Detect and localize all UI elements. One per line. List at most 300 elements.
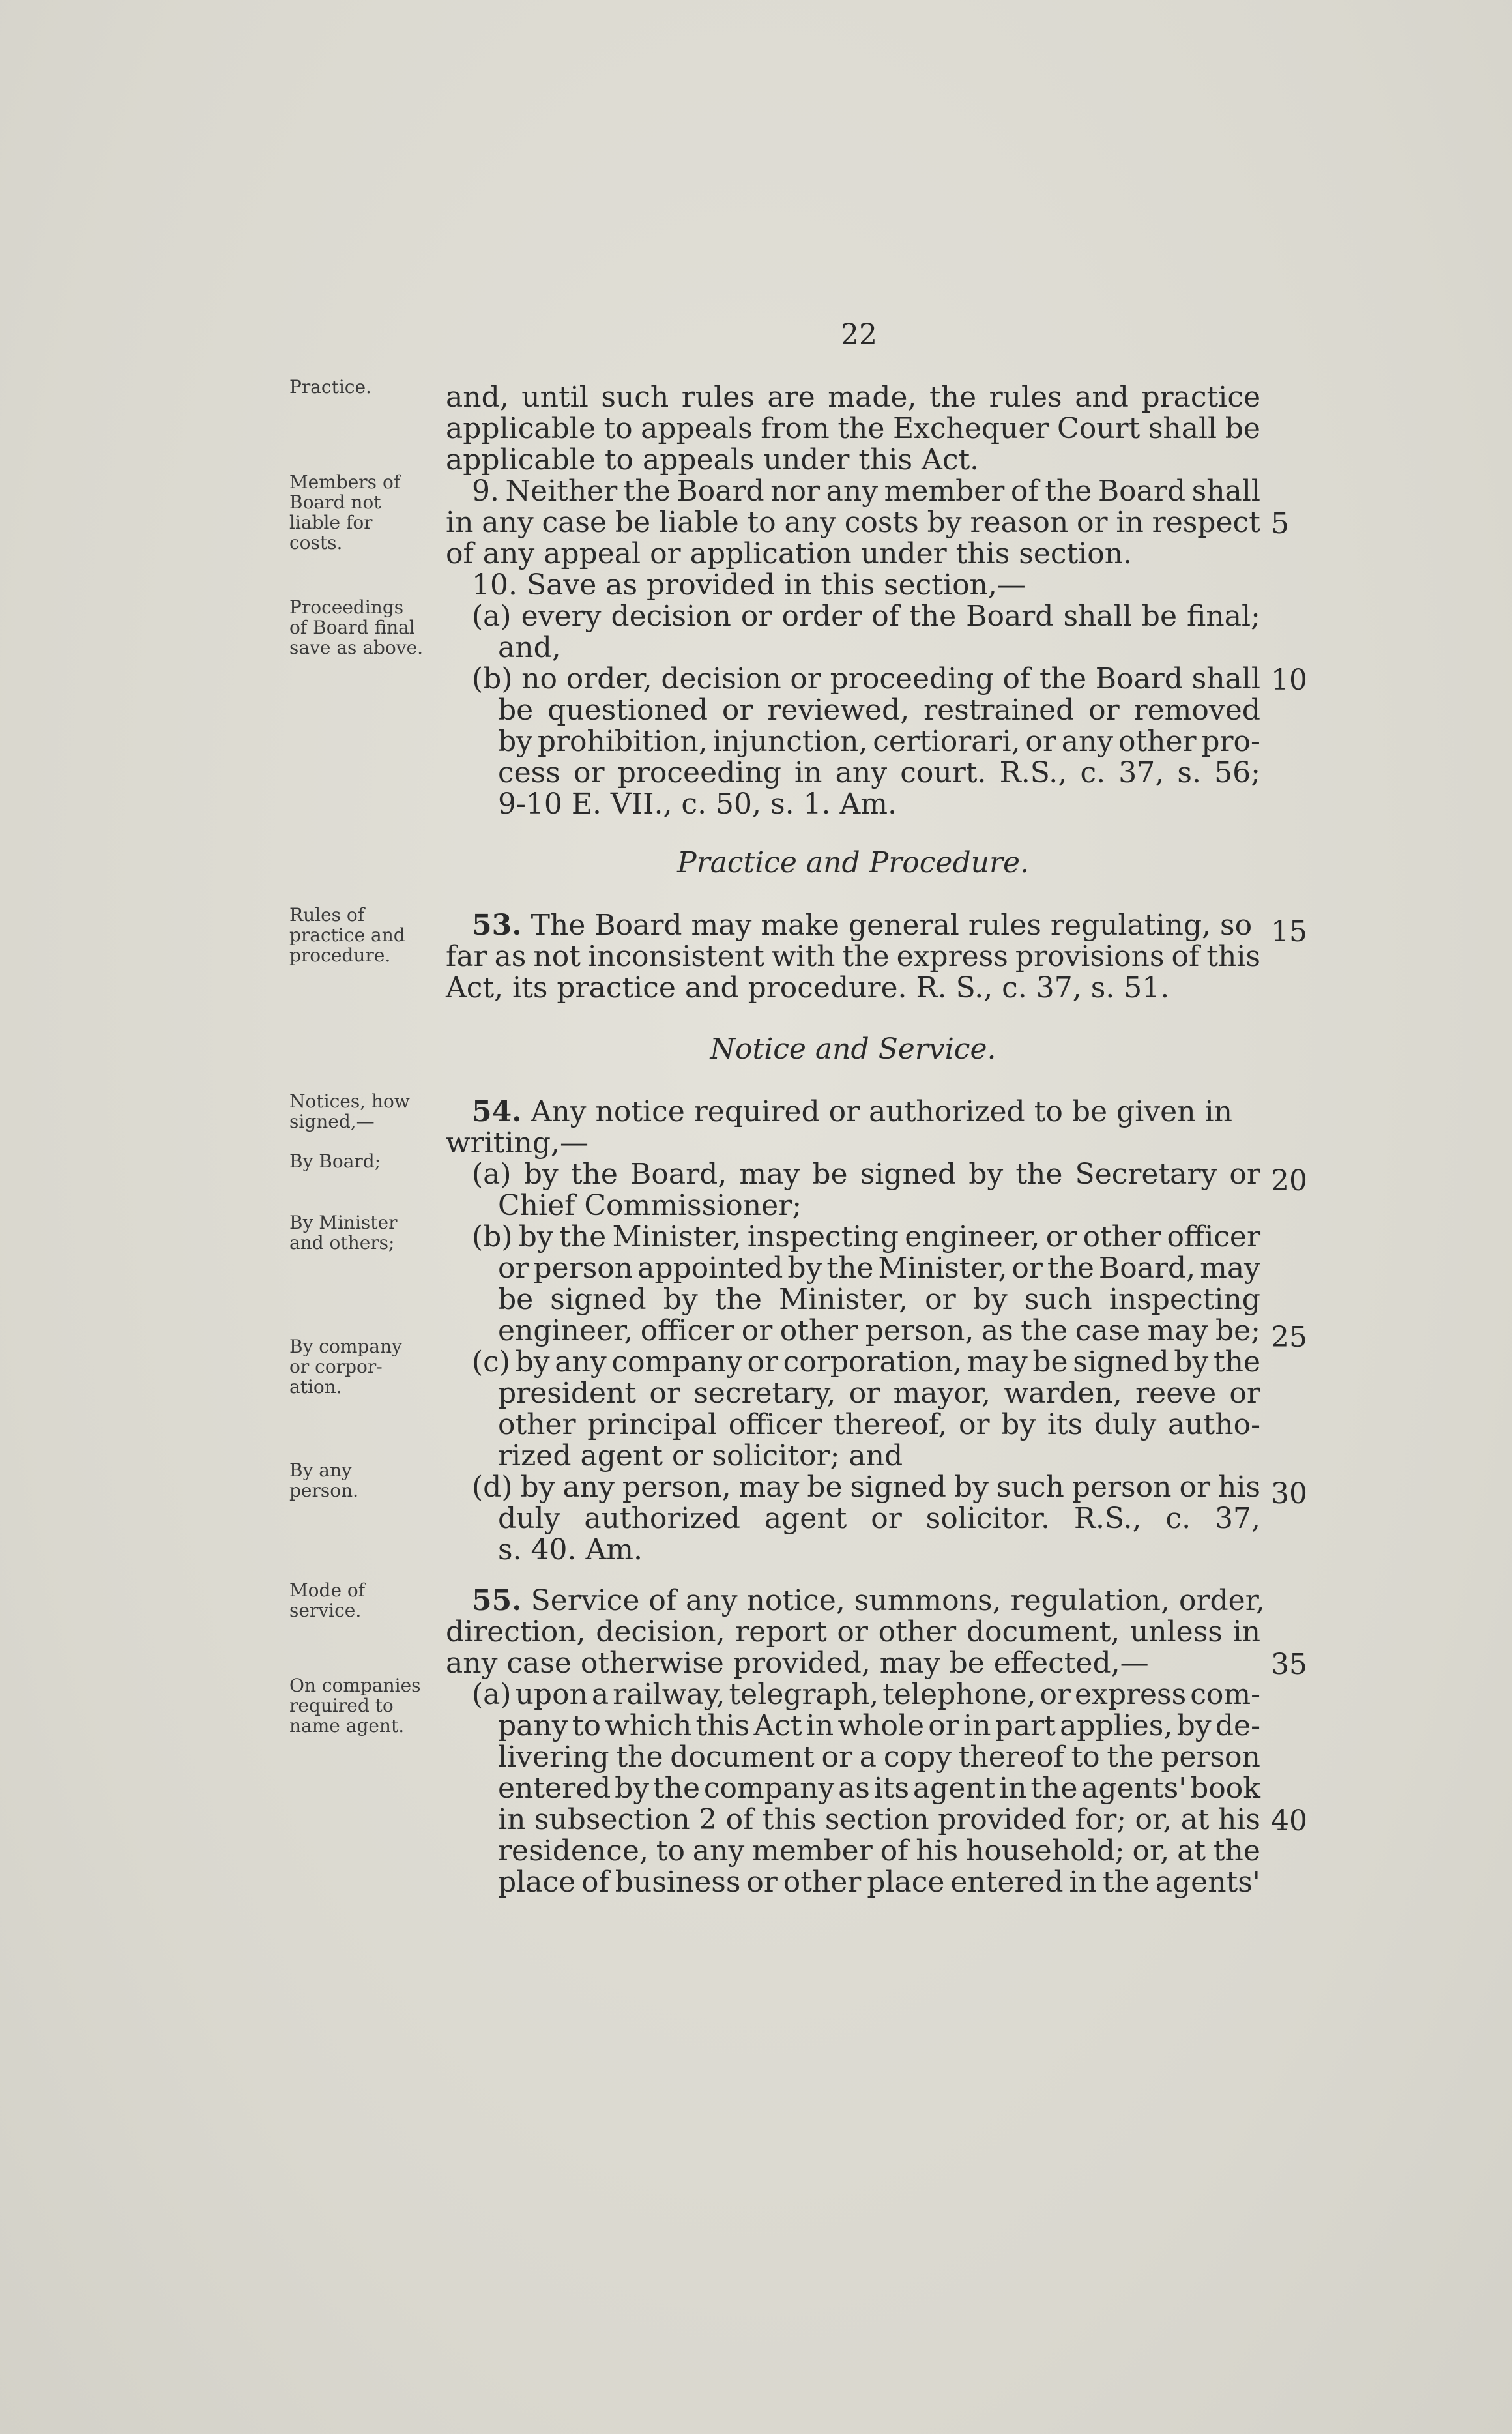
word: made, bbox=[828, 381, 917, 414]
word: in bbox=[963, 1709, 991, 1742]
word: of bbox=[880, 1834, 909, 1868]
word: or bbox=[837, 1615, 868, 1649]
word: the bbox=[1107, 1740, 1154, 1774]
word: by bbox=[615, 1772, 650, 1805]
text-line bbox=[446, 726, 1260, 757]
word: 56; bbox=[1214, 756, 1260, 789]
word: other bbox=[1083, 1220, 1161, 1254]
word: s. bbox=[1177, 756, 1201, 789]
word: person bbox=[1071, 1471, 1172, 1504]
word: by bbox=[523, 1158, 559, 1191]
word: any bbox=[555, 1345, 607, 1379]
section-53 bbox=[446, 910, 1260, 1004]
text-line bbox=[446, 413, 1260, 445]
margin-note-practice: Practice. bbox=[289, 376, 371, 398]
word: other bbox=[498, 1408, 576, 1441]
word: the bbox=[623, 475, 671, 508]
word: at bbox=[1177, 1834, 1206, 1868]
word: or bbox=[1040, 1678, 1071, 1711]
word: his bbox=[1217, 1803, 1260, 1836]
word: the bbox=[1213, 1834, 1260, 1868]
text-line: 9-10 E. VII., c. 50, s. 1. Am. bbox=[498, 787, 897, 821]
word: c. bbox=[1165, 1502, 1191, 1535]
word: or bbox=[1025, 725, 1056, 758]
word: authorized bbox=[584, 1502, 740, 1535]
word: livering bbox=[498, 1740, 609, 1774]
word: practice bbox=[1141, 381, 1260, 414]
margin-note-by-board: By Board; bbox=[289, 1151, 381, 1172]
word: direction, bbox=[446, 1615, 586, 1649]
word: officer bbox=[640, 1314, 734, 1347]
word: appointed bbox=[637, 1252, 783, 1285]
word: com- bbox=[1190, 1678, 1260, 1711]
line-number: 25 bbox=[1271, 1321, 1307, 1354]
word: order bbox=[781, 600, 862, 633]
word: of bbox=[725, 1803, 754, 1836]
word: to bbox=[603, 412, 633, 445]
word: duly bbox=[1094, 1408, 1157, 1441]
word: the bbox=[714, 1283, 762, 1316]
text-line bbox=[446, 1804, 1260, 1836]
word: every bbox=[521, 600, 602, 633]
text-line bbox=[446, 1284, 1260, 1315]
word: appeals bbox=[641, 412, 753, 445]
word: 37, bbox=[1118, 756, 1165, 789]
text-line bbox=[446, 476, 1260, 507]
word: Board bbox=[1098, 475, 1186, 508]
word: a bbox=[591, 1678, 609, 1711]
word: by bbox=[663, 1283, 698, 1316]
word: for; bbox=[1075, 1803, 1127, 1836]
word: book bbox=[1190, 1772, 1260, 1805]
word: be bbox=[498, 1283, 534, 1316]
word: autho- bbox=[1167, 1408, 1260, 1441]
text-line: rized agent or solicitor; and bbox=[498, 1439, 903, 1473]
word: by bbox=[1176, 1709, 1212, 1742]
word: shall bbox=[1148, 412, 1217, 445]
word: (b) bbox=[472, 1220, 513, 1254]
word: as bbox=[981, 1314, 1013, 1347]
word: no bbox=[521, 662, 558, 696]
text-line: Chief Commissioner; bbox=[498, 1189, 802, 1222]
text-line bbox=[446, 601, 1260, 632]
word: to bbox=[656, 1834, 685, 1868]
word: such bbox=[996, 1471, 1064, 1504]
word: company bbox=[703, 1772, 835, 1805]
word: rules bbox=[681, 381, 755, 414]
word: person, bbox=[865, 1314, 974, 1347]
word: his bbox=[916, 1834, 959, 1868]
word: Secretary bbox=[1075, 1158, 1217, 1191]
word: agent bbox=[764, 1502, 847, 1535]
word: thereof bbox=[958, 1740, 1064, 1774]
word: by bbox=[953, 1471, 989, 1504]
word: decision bbox=[661, 662, 781, 696]
section-54 bbox=[446, 1096, 1260, 1566]
word: injunction, bbox=[712, 725, 868, 758]
word: or bbox=[741, 1314, 773, 1347]
word: or bbox=[1229, 1158, 1260, 1191]
word: president bbox=[498, 1377, 637, 1410]
word: rules bbox=[989, 381, 1062, 414]
word: the bbox=[652, 1772, 701, 1805]
word: this bbox=[695, 1709, 750, 1742]
text-line bbox=[446, 507, 1260, 538]
word: or bbox=[821, 1740, 853, 1774]
margin-note-proceedings-final: Proceedings of Board final save as above. bbox=[289, 596, 424, 658]
word: Minister, bbox=[878, 1252, 1008, 1285]
word: from bbox=[761, 412, 830, 445]
word: solicitor. bbox=[925, 1502, 1050, 1535]
word: the bbox=[909, 600, 957, 633]
word: shall bbox=[1191, 475, 1260, 508]
word: or bbox=[1088, 694, 1120, 727]
word: residence, bbox=[498, 1834, 648, 1868]
word: (a) bbox=[472, 1678, 512, 1711]
word: or bbox=[740, 600, 772, 633]
section-text: The Board may make general rules regulating, so bbox=[531, 909, 1253, 942]
word: order, bbox=[566, 662, 652, 696]
body-block-1 bbox=[446, 382, 1260, 820]
line-number: 40 bbox=[1271, 1804, 1307, 1838]
word: or bbox=[649, 1377, 680, 1410]
word: may bbox=[1200, 1252, 1260, 1285]
word: this bbox=[1206, 940, 1260, 973]
word: until bbox=[521, 381, 589, 414]
word: may bbox=[1147, 1314, 1208, 1347]
word: entered bbox=[950, 1866, 1064, 1899]
word: any bbox=[482, 506, 534, 539]
heading-practice-and-procedure: Practice and Procedure. bbox=[676, 846, 1030, 879]
word: final; bbox=[1187, 600, 1260, 633]
text-line bbox=[446, 1503, 1260, 1534]
word: member bbox=[884, 475, 1005, 508]
heading-notice-and-service: Notice and Service. bbox=[710, 1033, 996, 1066]
word: corporation, bbox=[783, 1345, 963, 1379]
word: are bbox=[767, 381, 815, 414]
word: the bbox=[842, 940, 890, 973]
word: far bbox=[446, 940, 487, 973]
word: agents' bbox=[1081, 1772, 1187, 1805]
line-number: 5 bbox=[1271, 507, 1289, 540]
word: (c) bbox=[472, 1345, 510, 1379]
word: inspecting bbox=[1109, 1283, 1260, 1316]
word: or, bbox=[1135, 1803, 1172, 1836]
word: any bbox=[562, 1471, 615, 1504]
text-line: of any appeal or application under this section. bbox=[446, 537, 1133, 570]
word: be bbox=[615, 506, 651, 539]
word: Minister, bbox=[612, 1220, 742, 1254]
word: reeve bbox=[1135, 1377, 1217, 1410]
word: and, bbox=[446, 381, 509, 414]
word: signed bbox=[1073, 1345, 1169, 1379]
line-number: 35 bbox=[1271, 1648, 1307, 1681]
word: respect bbox=[1152, 506, 1260, 539]
word: liable bbox=[658, 506, 739, 539]
word: court. bbox=[900, 756, 987, 789]
word: reason bbox=[970, 506, 1069, 539]
word: other bbox=[779, 1314, 858, 1347]
text-line bbox=[446, 1742, 1260, 1773]
word: or bbox=[574, 756, 605, 789]
word: which bbox=[605, 1709, 692, 1742]
text-line: Act, its practice and procedure. R. S., c. 37, s. 51. bbox=[446, 971, 1170, 1004]
word: be bbox=[812, 1158, 848, 1191]
word: whole bbox=[837, 1709, 925, 1742]
word: person, bbox=[622, 1471, 731, 1504]
word: decision bbox=[611, 600, 731, 633]
word: may bbox=[739, 1158, 800, 1191]
word: a bbox=[859, 1740, 877, 1774]
text-line bbox=[446, 1253, 1260, 1284]
word: by bbox=[787, 1252, 822, 1285]
word: the bbox=[1030, 1772, 1078, 1805]
word: Neither bbox=[505, 475, 618, 508]
word: or bbox=[871, 1502, 902, 1535]
word: to bbox=[572, 1709, 601, 1742]
word: person bbox=[1161, 1740, 1260, 1774]
word: or bbox=[849, 1377, 880, 1410]
text-line bbox=[446, 1347, 1260, 1378]
word: or bbox=[928, 1709, 959, 1742]
word: to bbox=[1071, 1740, 1100, 1774]
word: as bbox=[838, 1772, 870, 1805]
text-line: any case otherwise provided, may be effected,— bbox=[446, 1647, 1149, 1680]
word: the bbox=[1047, 1252, 1094, 1285]
word: reviewed, bbox=[767, 694, 910, 727]
word: applicable bbox=[446, 412, 596, 445]
word: Board bbox=[676, 475, 764, 508]
section-text: Any notice required or authorized to be given in bbox=[531, 1095, 1232, 1128]
word: the bbox=[570, 1158, 618, 1191]
word: principal bbox=[587, 1408, 718, 1441]
text-line bbox=[446, 1617, 1260, 1648]
word: be bbox=[1032, 1345, 1068, 1379]
word: or bbox=[925, 1283, 956, 1316]
word: (b) bbox=[472, 662, 513, 696]
word: proceeding bbox=[617, 756, 781, 789]
word: thereof, bbox=[833, 1408, 948, 1441]
page-number: 22 bbox=[841, 318, 877, 351]
word: by bbox=[968, 1158, 1004, 1191]
word: cess bbox=[498, 756, 560, 789]
word: be bbox=[1141, 600, 1178, 633]
word: or bbox=[721, 694, 753, 727]
word: prohibition, bbox=[537, 725, 708, 758]
word: nor bbox=[770, 475, 821, 508]
word: of bbox=[1002, 662, 1031, 696]
word: the bbox=[616, 1740, 663, 1774]
word: the bbox=[837, 412, 885, 445]
margin-note-by-company: By company or corpor-ation. bbox=[289, 1336, 402, 1398]
text-line bbox=[446, 1472, 1260, 1503]
line-number: 30 bbox=[1271, 1477, 1307, 1510]
word: or bbox=[958, 1408, 990, 1441]
word: certiorari, bbox=[873, 725, 1021, 758]
word: restrained bbox=[923, 694, 1075, 727]
word: signed bbox=[550, 1283, 647, 1316]
word: place bbox=[867, 1866, 945, 1899]
word: de- bbox=[1215, 1709, 1260, 1742]
text-line bbox=[446, 1836, 1260, 1867]
word: or bbox=[747, 1345, 778, 1379]
word: duly bbox=[498, 1502, 560, 1535]
word: in bbox=[1232, 1615, 1260, 1649]
text-line: writing,— bbox=[446, 1126, 589, 1160]
word: the bbox=[1015, 1158, 1063, 1191]
margin-note-notices-how-signed: Notices, how signed,— bbox=[289, 1091, 410, 1132]
word: pro- bbox=[1201, 725, 1260, 758]
word: Board bbox=[966, 600, 1054, 633]
word: pany bbox=[498, 1709, 568, 1742]
margin-note-by-minister: By Minister and others; bbox=[289, 1212, 398, 1254]
text-line bbox=[446, 1409, 1260, 1441]
word: questioned bbox=[547, 694, 708, 727]
section-number: 53. bbox=[472, 909, 522, 942]
word: by bbox=[1001, 1408, 1036, 1441]
word: or bbox=[498, 1252, 529, 1285]
word: not bbox=[533, 940, 581, 973]
word: other bbox=[878, 1615, 957, 1649]
word: by bbox=[1174, 1345, 1209, 1379]
word: at bbox=[1180, 1803, 1210, 1836]
word: provided bbox=[938, 1803, 1067, 1836]
word: the bbox=[1021, 1314, 1068, 1347]
word: copy bbox=[883, 1740, 952, 1774]
word: Minister, bbox=[779, 1283, 909, 1316]
word: company bbox=[611, 1345, 742, 1379]
word: or bbox=[746, 1866, 778, 1899]
word: warden, bbox=[1004, 1377, 1122, 1410]
word: engineer, bbox=[498, 1314, 633, 1347]
word: household; bbox=[966, 1834, 1125, 1868]
word: removed bbox=[1133, 694, 1260, 727]
word: unless bbox=[1129, 1615, 1223, 1649]
word: by bbox=[927, 506, 962, 539]
word: upon bbox=[515, 1678, 588, 1711]
word: any bbox=[826, 475, 879, 508]
word: R.S., bbox=[999, 756, 1068, 789]
word: signed bbox=[850, 1471, 946, 1504]
text-line bbox=[446, 382, 1260, 413]
word: to bbox=[747, 506, 776, 539]
word: by bbox=[498, 725, 533, 758]
word: case bbox=[1075, 1314, 1141, 1347]
word: business bbox=[615, 1866, 741, 1899]
word: mayor, bbox=[893, 1377, 991, 1410]
text-line bbox=[446, 1710, 1260, 1742]
word: his bbox=[1217, 1471, 1260, 1504]
word: as bbox=[494, 940, 527, 973]
word: the bbox=[559, 1220, 607, 1254]
margin-note-mode-of-service: Mode of service. bbox=[289, 1579, 366, 1621]
section-number: 54. bbox=[472, 1095, 522, 1128]
text-line: applicable to appeals under this Act. bbox=[446, 443, 980, 477]
word: member bbox=[752, 1834, 873, 1868]
word: by bbox=[520, 1471, 555, 1504]
word: in bbox=[498, 1803, 526, 1836]
word: express bbox=[896, 940, 1008, 973]
word: of bbox=[1171, 940, 1200, 973]
word: entered bbox=[498, 1772, 611, 1805]
word: this bbox=[762, 1803, 817, 1836]
line-number: 10 bbox=[1271, 664, 1307, 697]
word: applies, bbox=[1060, 1709, 1173, 1742]
word: signed bbox=[860, 1158, 957, 1191]
text-line bbox=[446, 1679, 1260, 1710]
text-line: 10. Save as provided in this section,— bbox=[472, 568, 1026, 602]
word: (d) bbox=[472, 1471, 513, 1504]
word: shall bbox=[1063, 600, 1132, 633]
word: the bbox=[1039, 662, 1086, 696]
text-line bbox=[446, 695, 1260, 726]
word: part bbox=[995, 1709, 1056, 1742]
word: any bbox=[1061, 725, 1114, 758]
section-number: 55. bbox=[472, 1584, 522, 1617]
text-line bbox=[446, 910, 1260, 941]
word: or, bbox=[1132, 1834, 1170, 1868]
word: or bbox=[1077, 506, 1108, 539]
text-line bbox=[446, 1378, 1260, 1409]
word: Exchequer bbox=[892, 412, 1049, 445]
word: such bbox=[1024, 1283, 1092, 1316]
line-number: 15 bbox=[1271, 915, 1307, 948]
word: shall bbox=[1191, 662, 1260, 696]
word: or bbox=[1229, 1377, 1260, 1410]
word: telegraph, bbox=[729, 1678, 879, 1711]
word: such bbox=[601, 381, 669, 414]
word: the bbox=[1102, 1866, 1150, 1899]
word: provisions bbox=[1015, 940, 1165, 973]
word: case bbox=[542, 506, 607, 539]
text-line: and, bbox=[498, 631, 561, 664]
word: agents' bbox=[1155, 1866, 1260, 1899]
word: the bbox=[1213, 1345, 1260, 1379]
word: agent bbox=[912, 1772, 996, 1805]
word: inconsistent bbox=[587, 940, 764, 973]
margin-note-rules-of-practice: Rules of practice and procedure. bbox=[289, 904, 405, 966]
text-line bbox=[446, 1315, 1260, 1347]
word: be bbox=[1225, 412, 1260, 445]
word: in bbox=[1069, 1866, 1097, 1899]
text-line bbox=[446, 1773, 1260, 1804]
word: with bbox=[771, 940, 836, 973]
word: or bbox=[1179, 1471, 1210, 1504]
word: be; bbox=[1215, 1314, 1260, 1347]
word: and bbox=[1075, 381, 1129, 414]
text-line bbox=[446, 1159, 1260, 1190]
word: the bbox=[826, 1252, 874, 1285]
word: be bbox=[498, 694, 534, 727]
word: Board, bbox=[630, 1158, 727, 1191]
text-line bbox=[446, 757, 1260, 789]
word: secretary, bbox=[693, 1377, 836, 1410]
text-line bbox=[446, 1222, 1260, 1253]
word: by bbox=[518, 1220, 553, 1254]
word: in bbox=[446, 506, 474, 539]
word: person bbox=[533, 1252, 633, 1285]
word: of bbox=[871, 600, 900, 633]
word: (a) bbox=[472, 1158, 512, 1191]
section-55 bbox=[446, 1584, 1265, 1899]
word: Board, bbox=[1098, 1252, 1196, 1285]
word: officer bbox=[728, 1408, 822, 1441]
word: be bbox=[807, 1471, 843, 1504]
word: any bbox=[835, 756, 888, 789]
word: the bbox=[1045, 475, 1092, 508]
word: its bbox=[873, 1772, 910, 1805]
word: other bbox=[783, 1866, 862, 1899]
